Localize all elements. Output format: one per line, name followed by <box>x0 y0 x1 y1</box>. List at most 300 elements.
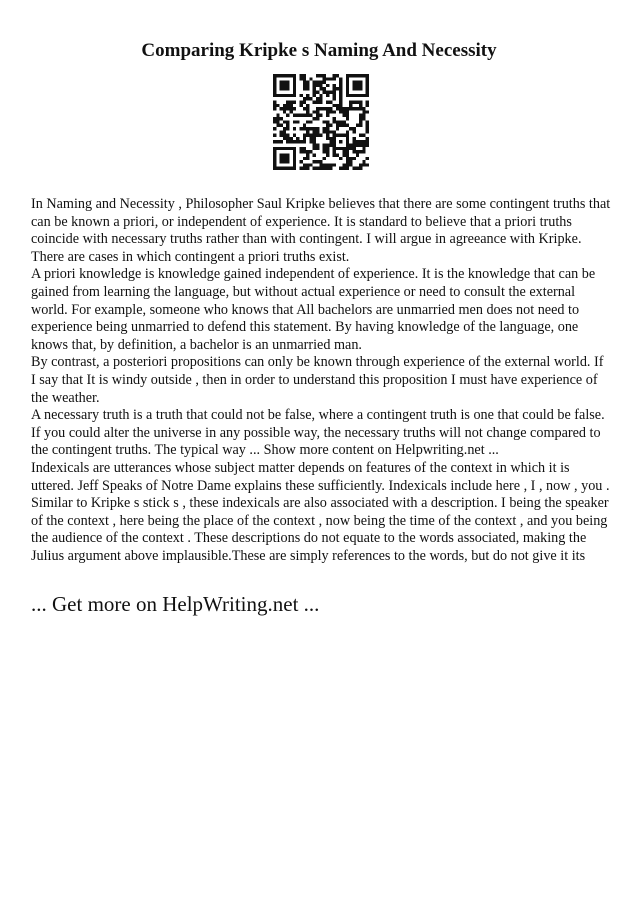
qr-module <box>352 144 355 147</box>
qr-module <box>316 84 319 87</box>
qr-module <box>283 153 286 156</box>
qr-module <box>283 84 286 87</box>
qr-module <box>283 107 286 110</box>
qr-module <box>319 97 322 100</box>
qr-module <box>293 74 296 77</box>
qr-module <box>366 87 369 90</box>
qr-module <box>329 137 332 140</box>
qr-module <box>280 84 283 87</box>
qr-module <box>290 137 293 140</box>
qr-module <box>362 107 365 110</box>
qr-module <box>286 107 289 110</box>
qr-module <box>286 140 289 143</box>
qr-module <box>356 140 359 143</box>
qr-module <box>299 74 302 77</box>
qr-module <box>346 160 349 163</box>
qr-module <box>319 160 322 163</box>
qr-module <box>290 94 293 97</box>
qr-module <box>303 127 306 130</box>
qr-module <box>316 167 319 170</box>
qr-module <box>309 120 312 123</box>
qr-module <box>346 140 349 143</box>
qr-module <box>293 147 296 150</box>
qr-module <box>316 97 319 100</box>
qr-module <box>366 100 369 103</box>
qr-module <box>352 157 355 160</box>
qr-module <box>362 140 365 143</box>
qr-module <box>319 167 322 170</box>
qr-module <box>349 163 352 166</box>
qr-module <box>333 94 336 97</box>
qr-module <box>366 104 369 107</box>
qr-module <box>276 147 279 150</box>
qr-module <box>316 127 319 130</box>
qr-module <box>286 153 289 156</box>
qr-module <box>286 104 289 107</box>
qr-module <box>283 167 286 170</box>
qr-module <box>299 167 302 170</box>
qr-module <box>309 97 312 100</box>
qr-module <box>349 94 352 97</box>
qr-module <box>293 84 296 87</box>
qr-module <box>306 150 309 153</box>
qr-module <box>290 74 293 77</box>
qr-module <box>329 100 332 103</box>
qr-module <box>362 134 365 137</box>
qr-module <box>303 134 306 137</box>
qr-module <box>293 153 296 156</box>
qr-module <box>339 91 342 94</box>
qr-module <box>356 94 359 97</box>
qr-module <box>362 160 365 163</box>
qr-module <box>290 100 293 103</box>
qr-module <box>346 153 349 156</box>
qr-module <box>356 167 359 170</box>
qr-module <box>326 120 329 123</box>
qr-module <box>346 150 349 153</box>
qr-module <box>356 81 359 84</box>
qr-module <box>366 81 369 84</box>
qr-module <box>326 144 329 147</box>
qr-module <box>356 84 359 87</box>
qr-module <box>339 110 342 113</box>
qr-module <box>329 144 332 147</box>
qr-module <box>346 147 349 150</box>
qr-module <box>326 137 329 140</box>
qr-module <box>333 117 336 120</box>
qr-module <box>316 100 319 103</box>
qr-module <box>293 157 296 160</box>
qr-module <box>293 114 296 117</box>
qr-module <box>286 94 289 97</box>
paragraph-a-posteriori: By contrast, a posteriori propositions can only be known through experience of the external world. If I say that It is windy outside , then in order to understand this proposition I must have experience of the weather. <box>31 354 604 406</box>
qr-module <box>316 91 319 94</box>
qr-module <box>339 147 342 150</box>
qr-module <box>349 144 352 147</box>
qr-module <box>293 87 296 90</box>
qr-module <box>316 134 319 137</box>
qr-module <box>333 84 336 87</box>
qr-module <box>339 94 342 97</box>
qr-module <box>273 104 276 107</box>
qr-module <box>346 137 349 140</box>
qr-module <box>333 97 336 100</box>
qr-module <box>286 114 289 117</box>
qr-module <box>349 107 352 110</box>
qr-module <box>280 160 283 163</box>
qr-module <box>326 153 329 156</box>
qr-module <box>326 100 329 103</box>
qr-module <box>362 74 365 77</box>
paragraph-necessary-truth: A necessary truth is a truth that could not be false, where a contingent truth is one that could be false. If you could alter the universe in any possible way, the necessary truths will not change compared to the contingent truths. The typical way ... Show more content on Helpwriting.net ... <box>31 407 605 459</box>
qr-module <box>362 110 365 113</box>
qr-module <box>299 147 302 150</box>
qr-module <box>319 94 322 97</box>
qr-module <box>336 87 339 90</box>
qr-module <box>313 117 316 120</box>
qr-module <box>286 120 289 123</box>
qr-module <box>273 153 276 156</box>
qr-module <box>273 107 276 110</box>
qr-module <box>290 104 293 107</box>
qr-module <box>343 163 346 166</box>
qr-module <box>323 77 326 80</box>
qr-module <box>366 157 369 160</box>
qr-module <box>319 114 322 117</box>
qr-module <box>326 127 329 130</box>
paragraph-intro: In Naming and Necessity , Philosopher Saul Kripke believes that there are some contingent truths that can be known a priori, or independent of experience. It is standard to believe that a priori truths coincide with necessary truths rather than with contingent. I will argue in agreeance with Kripke. There are cases in which contingent a priori truths exist. <box>31 196 611 265</box>
qr-module <box>323 120 326 123</box>
qr-module <box>343 110 346 113</box>
qr-module <box>326 107 329 110</box>
qr-module <box>323 163 326 166</box>
qr-module <box>273 117 276 120</box>
qr-module <box>346 163 349 166</box>
qr-module <box>283 87 286 90</box>
qr-module <box>346 117 349 120</box>
qr-module <box>313 130 316 133</box>
qr-module <box>293 91 296 94</box>
qr-module <box>333 153 336 156</box>
qr-module <box>313 153 316 156</box>
qr-module <box>352 74 355 77</box>
qr-module <box>352 107 355 110</box>
qr-module <box>359 134 362 137</box>
qr-module <box>303 74 306 77</box>
qr-module <box>280 94 283 97</box>
qr-module <box>343 114 346 117</box>
qr-module <box>276 94 279 97</box>
qr-module <box>280 74 283 77</box>
qr-module <box>326 134 329 137</box>
qr-module <box>299 140 302 143</box>
qr-module <box>306 153 309 156</box>
qr-module <box>326 77 329 80</box>
qr-module <box>352 147 355 150</box>
qr-module <box>303 100 306 103</box>
qr-module <box>299 127 302 130</box>
qr-module <box>366 110 369 113</box>
qr-module <box>283 120 286 123</box>
qr-module <box>349 100 352 103</box>
qr-module <box>290 110 293 113</box>
qr-module <box>283 160 286 163</box>
qr-module <box>283 137 286 140</box>
qr-module <box>362 144 365 147</box>
qr-module <box>303 150 306 153</box>
qr-module <box>309 137 312 140</box>
qr-module <box>349 147 352 150</box>
qr-module <box>313 167 316 170</box>
qr-module <box>280 134 283 137</box>
qr-module <box>326 167 329 170</box>
qr-module <box>280 153 283 156</box>
qr-module <box>366 91 369 94</box>
qr-module <box>303 167 306 170</box>
qr-module <box>273 87 276 90</box>
qr-module <box>309 114 312 117</box>
qr-module <box>352 84 355 87</box>
qr-module <box>280 130 283 133</box>
qr-code-graphic <box>273 74 369 170</box>
qr-module <box>306 134 309 137</box>
qr-module <box>313 91 316 94</box>
qr-module <box>273 147 276 150</box>
qr-module <box>283 130 286 133</box>
qr-module <box>359 117 362 120</box>
qr-module <box>293 167 296 170</box>
qr-module <box>346 157 349 160</box>
qr-module <box>362 150 365 153</box>
paragraph-indexicals: Indexicals are utterances whose subject matter depends on features of the context in which it is uttered. Jeff Speaks of Notre Dame explains these sufficiently. Indexicals include here , I , now , you . Similar to Kripke s stick s , these indexicals are also associated with a description. I being the speaker of the context , here being the place of the context , now being the time of the context , and you being the audience of the context . These descriptions do not equate to the words associated, making the Julius argument above implausible.These are simply references to the words, but do not give it its <box>31 459 610 564</box>
qr-module <box>299 104 302 107</box>
qr-module <box>309 134 312 137</box>
qr-module <box>293 94 296 97</box>
qr-module <box>290 107 293 110</box>
qr-module <box>299 77 302 80</box>
qr-module <box>306 104 309 107</box>
qr-module <box>366 84 369 87</box>
qr-module <box>339 77 342 80</box>
qr-module <box>333 134 336 137</box>
qr-module <box>313 137 316 140</box>
qr-module <box>359 150 362 153</box>
qr-module <box>359 81 362 84</box>
qr-module <box>276 120 279 123</box>
qr-module <box>343 153 346 156</box>
qr-module <box>359 104 362 107</box>
qr-module <box>336 104 339 107</box>
qr-module <box>333 74 336 77</box>
qr-module <box>343 167 346 170</box>
qr-module <box>299 160 302 163</box>
qr-module <box>273 77 276 80</box>
qr-module <box>306 97 309 100</box>
qr-module <box>343 150 346 153</box>
qr-module <box>319 134 322 137</box>
qr-module <box>273 134 276 137</box>
qr-module <box>306 157 309 160</box>
qr-module <box>326 84 329 87</box>
qr-module <box>323 157 326 160</box>
qr-module <box>356 107 359 110</box>
qr-module <box>349 157 352 160</box>
qr-module <box>293 160 296 163</box>
qr-module <box>336 153 339 156</box>
qr-module <box>303 147 306 150</box>
qr-module <box>323 167 326 170</box>
qr-module <box>346 81 349 84</box>
qr-module <box>276 167 279 170</box>
qr-module <box>359 74 362 77</box>
qr-module <box>303 140 306 143</box>
qr-module <box>319 107 322 110</box>
qr-module <box>326 94 329 97</box>
qr-module <box>283 110 286 113</box>
qr-module <box>306 84 309 87</box>
qr-module <box>316 117 319 120</box>
qr-module <box>359 114 362 117</box>
qr-module <box>273 94 276 97</box>
qr-module <box>296 137 299 140</box>
qr-module <box>343 147 346 150</box>
qr-module <box>306 163 309 166</box>
qr-module <box>280 87 283 90</box>
qr-module <box>352 94 355 97</box>
qr-module <box>352 87 355 90</box>
qr-module <box>293 77 296 80</box>
qr-module <box>333 137 336 140</box>
qr-module <box>276 74 279 77</box>
qr-module <box>346 74 349 77</box>
get-more-link[interactable]: ... Get more on HelpWriting.net ... <box>31 592 320 616</box>
qr-module <box>346 84 349 87</box>
qr-module <box>303 107 306 110</box>
qr-module <box>286 147 289 150</box>
qr-module <box>366 140 369 143</box>
qr-module <box>313 144 316 147</box>
qr-module <box>280 147 283 150</box>
qr-module <box>359 120 362 123</box>
qr-module <box>339 100 342 103</box>
qr-module <box>326 147 329 150</box>
qr-module <box>339 107 342 110</box>
qr-module <box>273 150 276 153</box>
qr-module <box>319 87 322 90</box>
qr-module <box>343 134 346 137</box>
qr-module <box>366 127 369 130</box>
qr-module <box>356 124 359 127</box>
qr-module <box>323 147 326 150</box>
qr-module <box>303 137 306 140</box>
qr-module <box>283 81 286 84</box>
qr-module <box>352 100 355 103</box>
qr-module <box>319 100 322 103</box>
qr-module <box>339 120 342 123</box>
qr-module <box>333 147 336 150</box>
qr-module <box>329 130 332 133</box>
qr-module <box>306 94 309 97</box>
qr-module <box>352 127 355 130</box>
qr-module <box>290 140 293 143</box>
qr-module <box>359 124 362 127</box>
qr-module <box>286 160 289 163</box>
qr-module <box>319 74 322 77</box>
qr-module <box>333 110 336 113</box>
qr-module <box>329 124 332 127</box>
qr-module <box>346 94 349 97</box>
qr-module <box>326 110 329 113</box>
qr-module <box>303 87 306 90</box>
qr-module <box>336 107 339 110</box>
qr-module <box>346 124 349 127</box>
qr-module <box>323 81 326 84</box>
qr-module <box>303 163 306 166</box>
qr-module <box>366 120 369 123</box>
qr-module <box>333 91 336 94</box>
qr-module <box>326 130 329 133</box>
qr-module <box>346 134 349 137</box>
qr-module <box>316 144 319 147</box>
qr-module <box>333 144 336 147</box>
qr-module <box>286 157 289 160</box>
qr-module <box>339 140 342 143</box>
qr-module <box>286 167 289 170</box>
qr-module <box>319 81 322 84</box>
qr-module <box>339 87 342 90</box>
qr-module <box>359 167 362 170</box>
qr-module <box>273 84 276 87</box>
article-body <box>31 196 611 565</box>
qr-module <box>309 140 312 143</box>
qr-module <box>323 130 326 133</box>
qr-module <box>329 140 332 143</box>
qr-module <box>273 91 276 94</box>
qr-module <box>336 127 339 130</box>
qr-module <box>286 84 289 87</box>
qr-module <box>306 120 309 123</box>
qr-module <box>333 130 336 133</box>
qr-module <box>326 150 329 153</box>
qr-module <box>273 167 276 170</box>
qr-module <box>286 81 289 84</box>
qr-module <box>293 163 296 166</box>
qr-module <box>303 114 306 117</box>
qr-module <box>280 157 283 160</box>
qr-module <box>329 77 332 80</box>
qr-module <box>306 107 309 110</box>
qr-module <box>339 104 342 107</box>
qr-module <box>356 144 359 147</box>
qr-module <box>352 140 355 143</box>
qr-module <box>326 91 329 94</box>
qr-module <box>359 94 362 97</box>
qr-module <box>306 87 309 90</box>
qr-module <box>316 130 319 133</box>
qr-module <box>323 107 326 110</box>
qr-module <box>333 140 336 143</box>
qr-module <box>306 130 309 133</box>
qr-module <box>362 94 365 97</box>
qr-module <box>280 124 283 127</box>
qr-module <box>316 74 319 77</box>
qr-module <box>366 94 369 97</box>
qr-module <box>323 150 326 153</box>
qr-module <box>316 110 319 113</box>
qr-module <box>313 147 316 150</box>
qr-code-icon <box>273 74 369 170</box>
qr-module <box>339 167 342 170</box>
